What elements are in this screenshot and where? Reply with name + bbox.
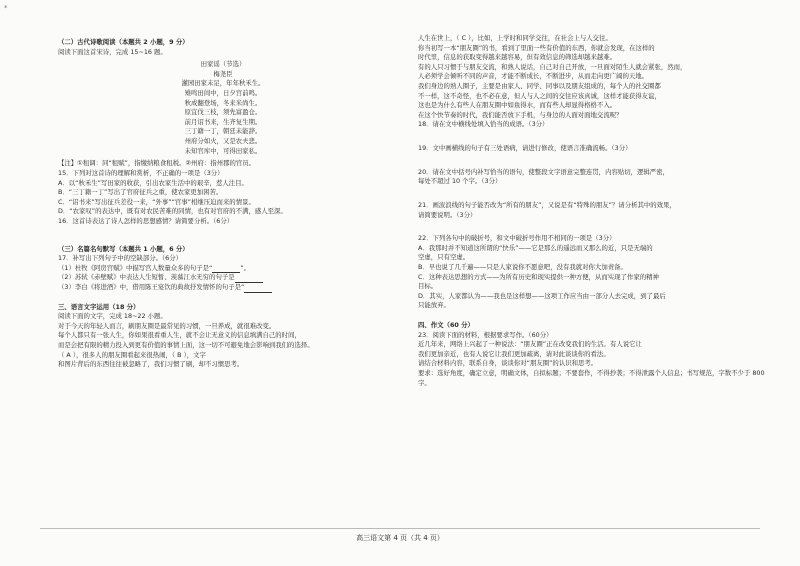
question-19: 19．文中画横线的句子有三处语病，请进行修改，使语言准确流畅。（3分）	[418, 144, 632, 153]
poem-line: 未知官库中，可得田家私。	[184, 146, 262, 155]
question-17-1: （1）杜牧《阿房宫赋》中描写宫人数量众多的句子是“ ”。	[58, 263, 251, 272]
question-22: 22．下列各句中的破折号，和文中破折号作用不相同的一项是（3分）	[418, 234, 616, 243]
passage-line: 有的人只习惯于与朋友交流，和熟人说话，自己对自己开放，一旦面对陌生人就会紧张，然而，	[418, 62, 687, 71]
poem-line: 雉鸣田间中，日夕宫前鸣。	[184, 89, 262, 98]
option-d-cont: 只能放弃。	[418, 301, 450, 310]
prompt-line: 我们更加亲近，也有人说它让我们更加疏离，请对此谈谈你的看法。	[418, 349, 610, 358]
option-a: A．以“秋禾生”写田家的收获，引出农家生活中的艰辛，惹人注目。	[58, 178, 248, 187]
passage-line: 在这个快节奏的时代，我们能否放下手机，与身边的人面对面地交流呢？	[418, 110, 623, 119]
prompt-line: 请结合材料内容，联系自身，谈谈你对“朋友圈”的认识和思考。	[418, 359, 598, 368]
section-title: （三）名篇名句默写（本题共 1 小题，6 分）	[58, 244, 189, 253]
passage-line: 每个人都只有一张人生，你如果很看重人生，就不会让无意义的信息填满自己的时间，	[58, 331, 301, 340]
requirements: 要求：选好角度，确定立意，明确文体，自拟标题；不要套作，不得抄袭；不得泄露个人信息；书写规范，字数不少于 800	[418, 369, 765, 378]
option-c: C．“诏书来”写出征兵差役一来，“外事”“官事”相继压迫而来的情景。	[58, 197, 255, 206]
corner-mark: *	[4, 4, 8, 12]
question-23: 23．阅读下面的材料，根据要求写作。（60分）	[418, 330, 553, 339]
passage-line: 对于今天的年轻人而言，刷朋友圈是最常见的习惯，一旦养成，就很难改变。	[58, 321, 276, 330]
part-instruction: 阅读下面的文字，完成 18~22 小题。	[58, 312, 167, 321]
poem-line: 原宜伐三枝，须先富盈仓。	[184, 108, 262, 117]
option-b: B．“三丁籍一丁”写出了官府征兵之重，使农家更加困苦。	[58, 188, 223, 197]
option-a: A．我那时并不知道这所谓的“快乐”——它是那么的遥远而又那么的近，只是无端的	[418, 243, 653, 252]
question-17-2: （2）苏轼《赤壁赋》中表达人生短暂、羡慕江水无穷的句子是	[58, 273, 388, 283]
right-column	[418, 34, 768, 388]
poem-line: 三丁籍一丁，朝廷未能辞。	[184, 127, 262, 136]
option-a-cont: 空虚，只有空虚。	[418, 253, 470, 262]
part-title: 三、语言文字运用（18 分）	[58, 302, 140, 311]
option-c: C．这种表达思想的方式——为所有历史和现实提供一种方便，从而实现了作家的精神	[418, 272, 659, 281]
answer-blank	[235, 276, 263, 283]
prompt-line: 近几年来，网络上兴起了一种说法：“朋友圈”正在改变我们的生活。有人说它让	[418, 340, 642, 349]
question-16: 16．这首诗表达了诗人怎样的思想感情？请简要分析。（6分）	[58, 216, 234, 225]
passage-line: 时代里，信息的获取变得越来越容易，但有效信息的筛选却越来越难。	[418, 53, 617, 62]
poem-notes: 【注】①租调：同“租赋”，指缴纳粮食租税。②州府：指州郡的官员。	[58, 159, 256, 168]
question-17-3: （3）李白《将进酒》中，借用陈王宴饮的典故抒发情怀的句子是“	[58, 283, 388, 293]
poem-line: 灌园田家未足，年年秋禾生。	[181, 79, 265, 88]
left-column	[58, 34, 388, 370]
answer-blank	[244, 286, 272, 293]
part-title: 四、作文（60 分）	[418, 321, 474, 330]
poem-author: 梅尧臣	[213, 69, 233, 78]
poem-line: 州府分如火，又是农夫悲。	[184, 137, 262, 146]
question-17: 17．补写出下列句子中的空缺部分。（6分）	[58, 254, 183, 263]
answer-blank	[212, 266, 240, 273]
option-c-cont: 目标。	[418, 282, 438, 291]
poem-line: 秋成翻登场，冬来米尚生。	[184, 98, 262, 107]
poem-line: 前月诏书来，生齐复生期。	[184, 117, 262, 126]
option-d: D．“农家叹”的表达中，既有对农民苦难的同情，也有对官府的不满，感人至深。	[58, 207, 287, 216]
passage-line: 我们身边的熟人圈子，主要是由家人、同学、同事以及朋友组成的，每个人的社交圈都	[418, 82, 661, 91]
passage-line: 不一样，这不奇怪，也不必在意，但人与人之间的交往应该真诚，这样才能获得友谊，	[418, 91, 661, 100]
section-title: （二）古代诗歌阅读（本题共 2 小题，9 分）	[58, 38, 189, 46]
question-21: 21．画波浪线的句子能否改为“所有的朋友”，又说是有“特殊的朋友”？请分析其中的效果，	[418, 200, 676, 209]
question-15: 15．下列对这首诗的理解和赏析，不正确的一项是（3分）	[58, 168, 224, 177]
passage-line: 这也是为什么有些人在朋友圈中如鱼得水，而有些人却显得格格不入。	[418, 101, 617, 110]
option-b: B．早也说了几千遍——只是人家说你不愿意吧，没有我就对你大加责备。	[418, 262, 627, 271]
question-20: 20．请在文中括号内补写恰当的语句，使整段文字语意完整连贯，内容贴切，逻辑严密，	[418, 167, 669, 176]
question-18: 18．请在文中横线处填入恰当的成语。（3分）	[418, 120, 549, 129]
poem	[58, 60, 388, 156]
poem-title: 田家谣（节选）	[200, 60, 246, 69]
footer-divider	[40, 528, 760, 529]
passage-line: 人生在世上，（ C ），比如，上学时和同学交往，在社会上与人交往。	[418, 34, 612, 42]
requirements-cont: 字。	[418, 378, 431, 387]
question-20-cont: 每处不超过 10 个字。（3分）	[418, 177, 502, 186]
passage-line: 而是会把有限的精力投入到更有价值的事情上面，这一切不可避免地会影响到我们的选择。	[58, 341, 314, 350]
passage-line: （ A ），很多人的朋友圈看起来很热闹，（ B ），文字	[58, 350, 206, 359]
page-footer: 高三语文第 4 页（共 4 页）	[356, 534, 444, 542]
passage-line: 你当初写一本“朋友圈”的书，看到了里面一些有价值的东西，你就会发现，在这样的	[418, 43, 655, 52]
passage-line: 和图片背后的东西往往被忽略了，我们习惯了刷，却不习惯思考。	[58, 360, 244, 369]
section-instruction: 阅读下面这首宋诗，完成 15~16 题。	[58, 47, 167, 56]
passage-line: 人必须学会倾听不同的声音，才能不断成长，不断进步，从而走向更广阔的天地。	[418, 72, 649, 81]
option-d: D．其实，人家都认为——我也是这样想——这项工作应当由一部分人去完成，到了最后	[418, 291, 666, 300]
question-21-cont: 请简要说明。（3分）	[418, 210, 477, 219]
